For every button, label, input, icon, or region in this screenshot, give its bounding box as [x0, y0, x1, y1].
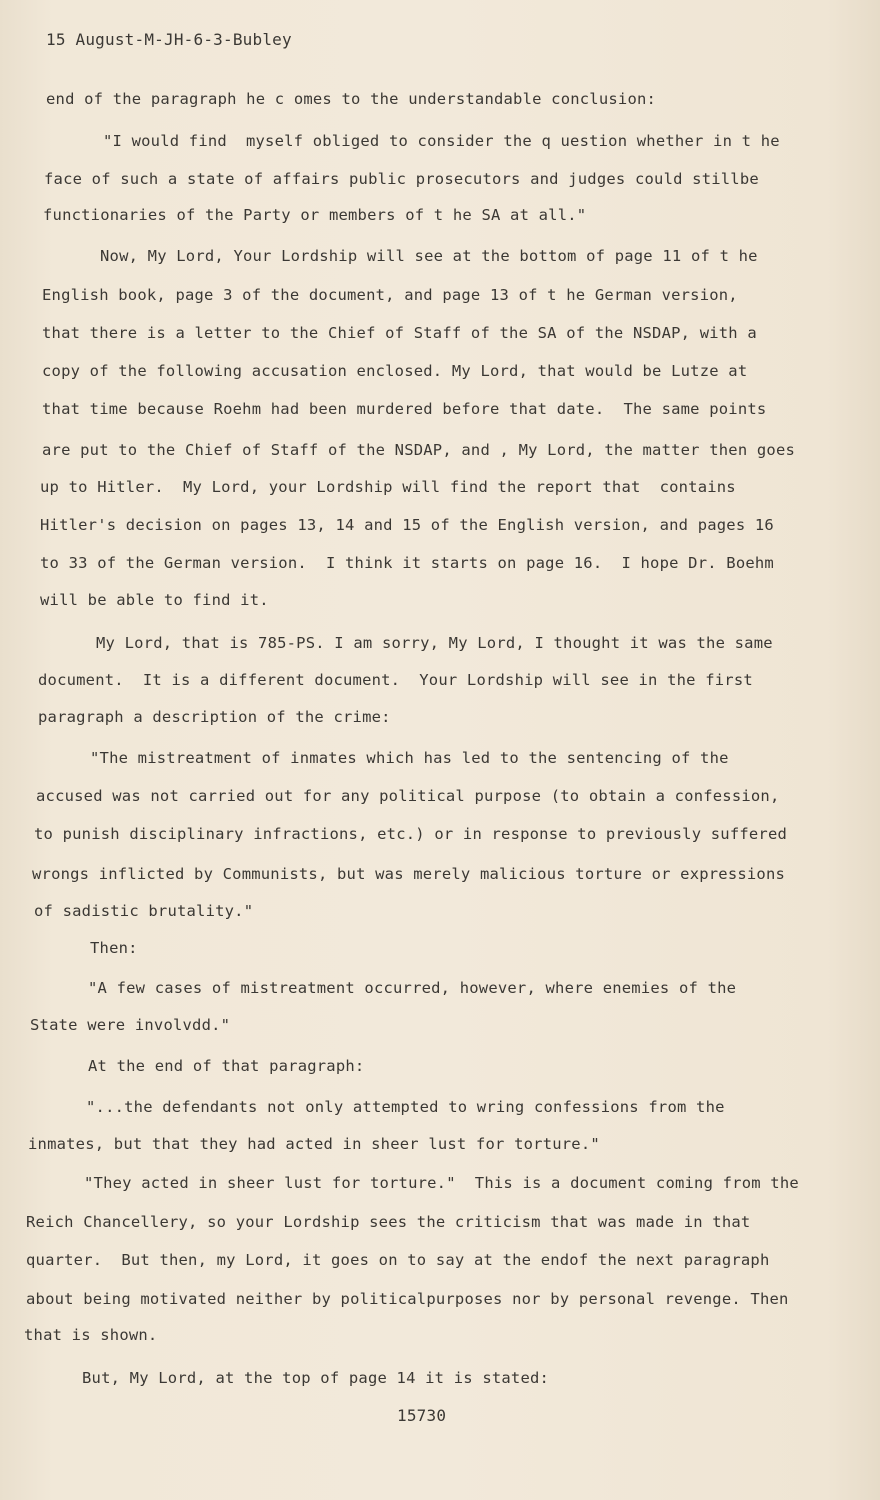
- page-number: 15730: [397, 1406, 447, 1425]
- text-line: Now, My Lord, Your Lordship will see at the bottom of page 11 of t he: [100, 247, 758, 265]
- text-line: "They acted in sheer lust for torture." This is a document coming from the: [84, 1174, 799, 1192]
- text-line: "I would find myself obliged to consider the q uestion whether in t he: [103, 132, 780, 150]
- text-line: "The mistreatment of inmates which has led to the sentencing of the: [90, 749, 729, 767]
- text-line: to punish disciplinary infractions, etc.) or in response to previously suffered: [34, 825, 788, 843]
- text-line: Then:: [90, 939, 138, 957]
- text-line: inmates, but that they had acted in sheer lust for torture.": [28, 1135, 600, 1153]
- text-line: paragraph a description of the crime:: [38, 708, 391, 726]
- page-header: 15 August-M-JH-6-3-Bubley: [46, 30, 292, 49]
- text-line: Hitler's decision on pages 13, 14 and 15 of the English version, and pages 16: [40, 516, 774, 534]
- text-line: face of such a state of affairs public prosecutors and judges could stillbe: [44, 170, 759, 188]
- text-line: accused was not carried out for any political purpose (to obtain a confession,: [36, 787, 780, 805]
- text-line: wrongs inflicted by Communists, but was merely malicious torture or expressions: [32, 865, 786, 883]
- text-line: of sadistic brutality.": [34, 902, 254, 920]
- text-line: end of the paragraph he c omes to the understandable conclusion:: [46, 90, 657, 108]
- text-line: up to Hitler. My Lord, your Lordship will find the report that contains: [40, 478, 736, 496]
- text-line: will be able to find it.: [40, 591, 269, 609]
- text-line: But, My Lord, at the top of page 14 it is stated:: [82, 1369, 550, 1387]
- text-line: At the end of that paragraph:: [88, 1057, 365, 1075]
- text-line: are put to the Chief of Staff of the NSDAP, and , My Lord, the matter then goes: [42, 441, 796, 459]
- text-line: that time because Roehm had been murdered before that date. The same points: [42, 400, 767, 418]
- text-line: Reich Chancellery, so your Lordship sees the criticism that was made in that: [26, 1213, 751, 1231]
- text-line: English book, page 3 of the document, and page 13 of t he German version,: [42, 286, 738, 304]
- text-line: "...the defendants not only attempted to wring confessions from the: [86, 1098, 725, 1116]
- text-line: copy of the following accusation enclosed. My Lord, that would be Lutze at: [42, 362, 748, 380]
- text-line: State were involvdd.": [30, 1016, 231, 1034]
- text-line: quarter. But then, my Lord, it goes on to say at the endof the next paragraph: [26, 1251, 770, 1269]
- text-line: that there is a letter to the Chief of Staff of the SA of the NSDAP, with a: [42, 324, 757, 342]
- text-line: "A few cases of mistreatment occurred, however, where enemies of the: [88, 979, 737, 997]
- text-line: that is shown.: [24, 1326, 158, 1344]
- text-line: document. It is a different document. Your Lordship will see in the first: [38, 671, 753, 689]
- text-line: functionaries of the Party or members of t he SA at all.": [43, 206, 587, 224]
- text-line: about being motivated neither by politicalpurposes nor by personal revenge. Then: [26, 1290, 789, 1308]
- text-line: My Lord, that is 785-PS. I am sorry, My Lord, I thought it was the same: [96, 634, 773, 652]
- text-line: to 33 of the German version. I think it starts on page 16. I hope Dr. Boehm: [40, 554, 774, 572]
